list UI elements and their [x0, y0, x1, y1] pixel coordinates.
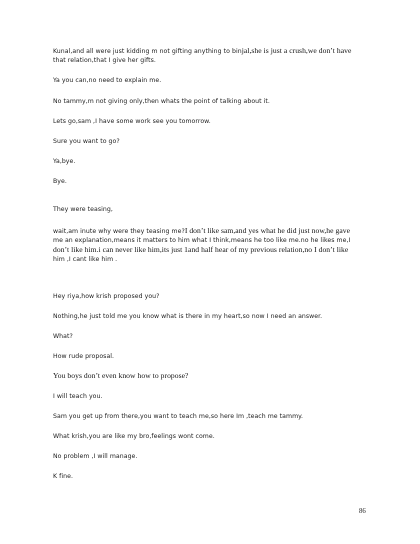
paragraph-1-sans-text: Kunal,and all were just kidding m not gifting anything to bin	[53, 48, 242, 55]
page-number: 86	[359, 508, 366, 515]
paragraph-1-line-1	[53, 46, 371, 56]
paragraph-18: No problem ,I will manage.	[53, 453, 138, 460]
paragraph-3: No tammy,m not giving only,then whats the point of talking about it.	[53, 98, 270, 105]
paragraph-10: Hey riya,how krish proposed you?	[53, 293, 160, 300]
paragraph-2: Ya you can,no need to explain me.	[53, 77, 162, 84]
paragraph-7: Bye.	[53, 178, 67, 185]
paragraph-9-sans-text: wait,am inute why were they teasing me?	[53, 228, 185, 235]
paragraph-9-serif-text: I don’t like sam,and yes what he did just now,he gave	[184, 226, 351, 235]
paragraph-6: Ya,bye.	[53, 158, 76, 165]
paragraph-14: You boys don’t even know how to propose?	[53, 371, 189, 380]
paragraph-13: How rude proposal.	[53, 353, 115, 360]
paragraph-17: What krish,you are like my bro,feelings wont come.	[53, 433, 215, 440]
paragraph-9-line-4: him ,I cant like him .	[53, 256, 118, 263]
paragraph-16: Sam you get up from there,you want to teach me,so here Im ,teach me tammy.	[53, 413, 303, 420]
paragraph-12: What?	[53, 333, 73, 340]
paragraph-4: Lets go,sam ,I have some work see you tomorrow.	[53, 118, 211, 125]
paragraph-19: K fine.	[53, 473, 73, 480]
paragraph-9-line-3: don’t like him.i can never like him,its just 1and half hear of my previous relation,no I don’t like	[53, 245, 349, 254]
paragraph-1-serif-text: jal,she is just a crush,we don’t have	[241, 46, 352, 55]
paragraph-9-line-1	[53, 226, 371, 236]
paragraph-8: They were teasing,	[53, 206, 113, 213]
paragraph-1-line-2: that relation,that I give her gifts.	[53, 57, 156, 64]
document-page	[53, 0, 371, 544]
paragraph-5: Sure you want to go?	[53, 138, 120, 145]
paragraph-15: I will teach you.	[53, 393, 103, 400]
paragraph-11: Nothing,he just told me you know what is there in my heart,so now I need an answer.	[53, 313, 323, 320]
paragraph-9-line-2: me an explanation,means it matters to him what I think,means he too like me.no he likes me,I	[53, 237, 351, 244]
